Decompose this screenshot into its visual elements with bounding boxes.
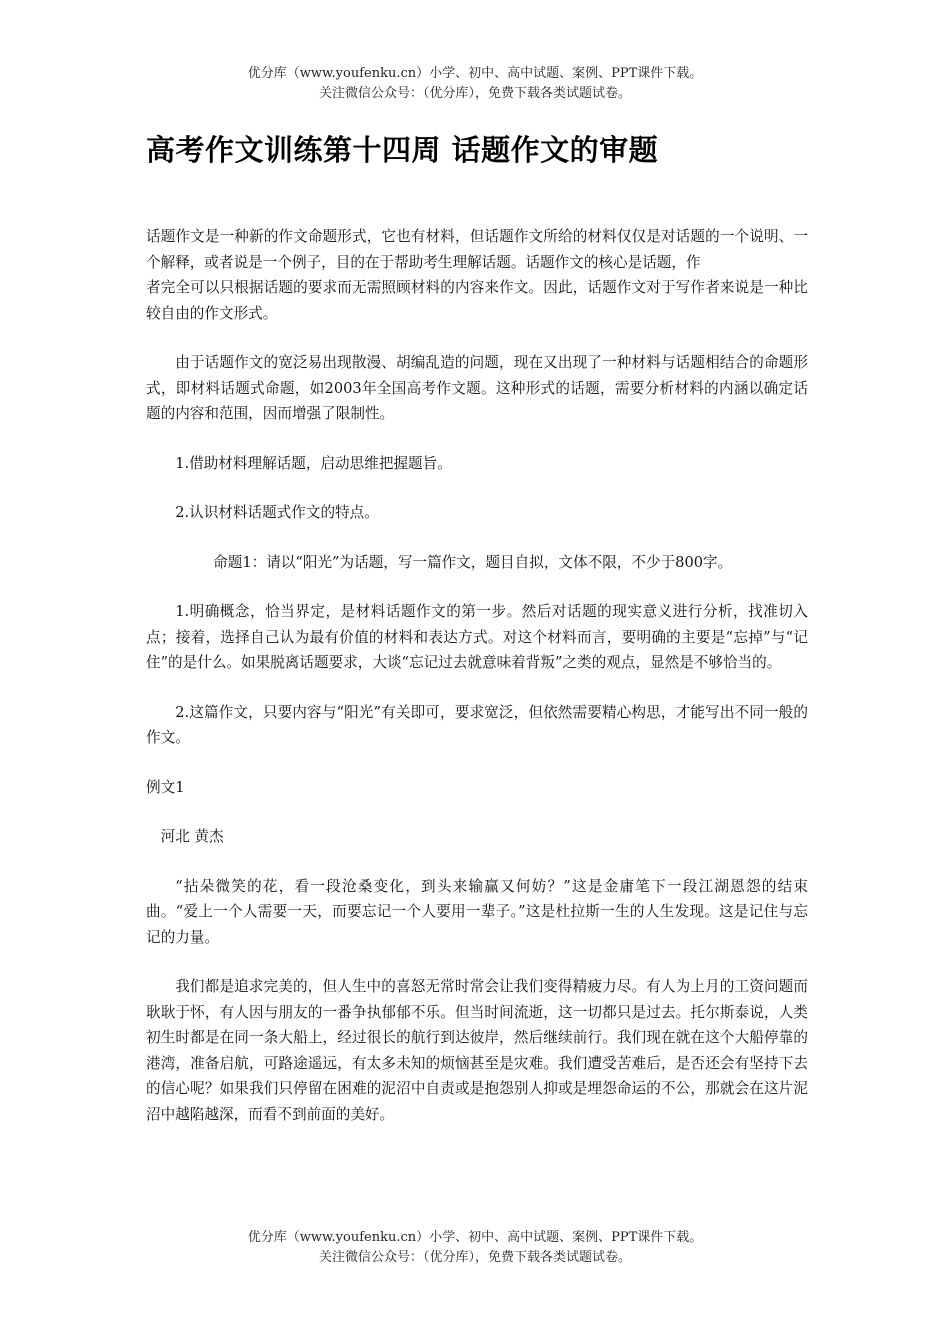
- example-paragraph-1: “拈朵微笑的花，看一段沧桑变化，到头来输赢又何妨？”这是金庸笔下一段江湖恩怨的结束曲。“爱上一个人需要一天，而要忘记一个人要用一辈子。”这是杜拉斯一生的人生发现。这是记住与忘记的力量。: [146, 877, 808, 946]
- document-body: [146, 128, 808, 1151]
- header-line-1: 优分库（www.youfenku.cn）小学、初中、高中试题、案例、PPT课件下载。: [247, 66, 703, 81]
- page-footer: [0, 1228, 950, 1268]
- footer-line-2: 关注微信公众号：（优分库），免费下载各类试题试卷。: [318, 1250, 631, 1265]
- paragraph-material-topic: 由于话题作文的宽泛易出现散漫、胡编乱造的问题，现在又出现了一种材料与话题相结合的命题形式，即材料话题式命题，如2003年全国高考作文题。这种形式的话题，需要分析材料的内涵以确定话题的内容和范围，因而增强了限制性。: [146, 354, 808, 422]
- example-paragraph-2: 我们都是追求完美的，但人生中的喜怒无常时常会让我们变得精疲力尽。有人为上月的工资问题而耿耿于怀，有人因与朋友的一番争执郁郁不乐。但当时间流逝，这一切都只是过去。托尔斯泰说，人类初生时都是在同一条大船上，经过很长的航行到达彼岸，然后继续前行。我们现在就在这个大船停靠的港湾，准备启航，可路途遥远，有太多未知的烦恼甚至是灾难。我们遭受苦难后，是否还会有坚持下去的信心呢？如果我们只停留在困难的泥沼中自责或是抱怨别人抑或是埋怨命运的不公，那就会在这片泥沼中越陷越深，而看不到前面的美好。: [146, 978, 808, 1123]
- paragraph-intro-b: 者完全可以只根据话题的要求而无需照顾材料的内容来作文。因此，话题作文对于写作者来说是一种比较自由的作文形式。: [146, 279, 808, 322]
- page-header: [0, 64, 950, 104]
- paragraph-analysis-1: 1.明确概念，恰当界定，是材料话题作文的第一步。然后对话题的现实意义进行分析，找准切入点；接着，选择自己认为最有价值的材料和表达方式。对这个材料而言，要明确的主要是“忘掉”与“记住”的是什么。如果脱离话题要求，大谈“忘记过去就意味着背叛”之类的观点，显然是不够恰当的。: [146, 603, 808, 671]
- paragraph-point-1: 1.借助材料理解话题，启动思维把握题旨。: [175, 454, 452, 472]
- header-line-2: 关注微信公众号：（优分库），免费下载各类试题试卷。: [318, 86, 631, 101]
- paragraph-point-2: 2.认识材料话题式作文的特点。: [175, 504, 379, 521]
- example-heading: 例文1: [146, 778, 185, 796]
- paragraph-intro-a: 话题作文是一种新的作文命题形式，它也有材料，但话题作文所给的材料仅仅是对话题的一个说明、一个解释，或者说是一个例子，目的在于帮助考生理解话题。话题作文的核心是话题，作: [146, 228, 808, 271]
- document-title: 高考作文训练第十四周 话题作文的审题: [146, 133, 659, 167]
- paragraph-prompt-1: 命题1：请以“阳光”为话题，写一篇作文，题目自拟，文体不限，不少于800字。: [213, 553, 733, 571]
- footer-line-1: 优分库（www.youfenku.cn）小学、初中、高中试题、案例、PPT课件下载。: [247, 1230, 703, 1245]
- example-author: 河北 黄杰: [160, 828, 224, 845]
- paragraph-analysis-2: 2.这篇作文，只要内容与“阳光”有关即可，要求宽泛，但依然需要精心构思，才能写出不同一般的作文。: [146, 703, 808, 746]
